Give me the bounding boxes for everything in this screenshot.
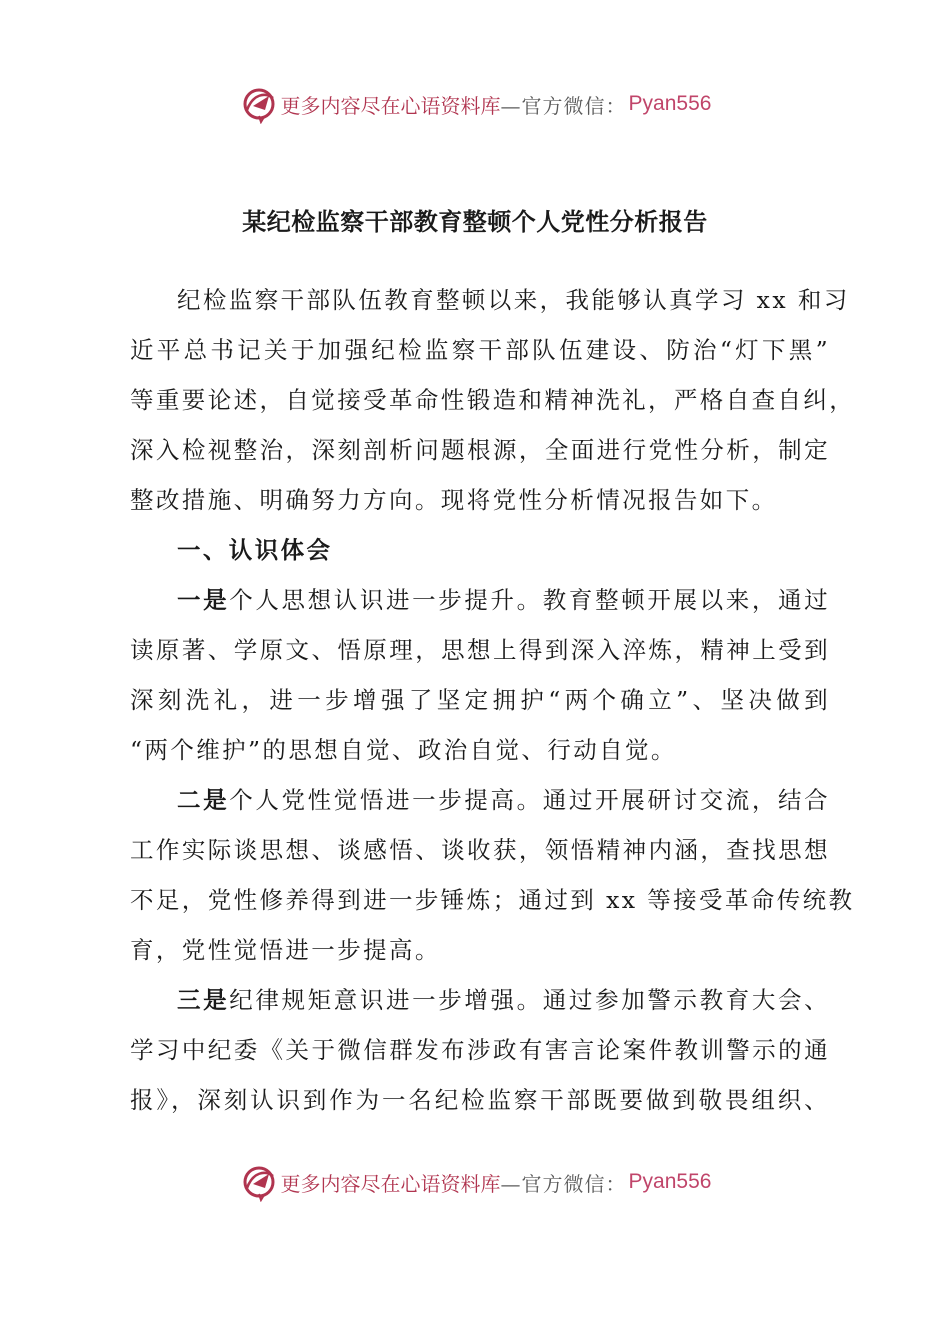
paragraph-line: 工作实际谈思想、谈感悟、谈收获，领悟精神内涵，查找思想 [130, 836, 830, 864]
item-text: 纪律规矩意识进一步增强。通过参加警示教育大会、 [229, 986, 830, 1014]
paragraph-line: 学习中纪委《关于微信群发布涉政有害言论案件教训警示的通 [130, 1036, 830, 1064]
paragraph-line [130, 575, 830, 625]
watermark-wechat-id: Pyan556 [628, 92, 712, 115]
document-title: 某纪检监察干部教育整顿个人党性分析报告 [242, 207, 708, 236]
paragraph-line [130, 975, 830, 1025]
watermark-main-text: 更多内容尽在心语资料库 [280, 93, 501, 118]
paragraph-line: 深刻洗礼，进一步增强了坚定拥护“两个确立”、坚决做到 [130, 686, 830, 714]
item-lead: 一是 [177, 586, 230, 614]
intro-line: 纪检监察干部队伍教育整顿以来，我能够认真学习 xx 和习 [177, 286, 850, 314]
watermark-main-text: 更多内容尽在心语资料库 [280, 1171, 501, 1196]
paragraph-line: 报》，深刻认识到作为一名纪检监察干部既要做到敬畏组织、 [130, 1086, 830, 1114]
paragraph-line: 育，党性觉悟进一步提高。 [130, 936, 441, 964]
logo-icon [239, 1162, 279, 1202]
intro-line: 等重要论述，自觉接受革命性锻造和精神洗礼，严格自查自纠， [130, 386, 856, 414]
watermark-header [0, 82, 950, 126]
intro-line: 深入检视整治，深刻剖析问题根源，全面进行党性分析，制定 [130, 436, 830, 464]
paragraph-line: 不足，党性修养得到进一步锤炼；通过到 xx 等接受革命传统教 [130, 886, 855, 914]
item-lead: 三是 [177, 986, 230, 1014]
section-heading: 一、认识体会 [177, 536, 333, 564]
document-body [130, 275, 856, 1125]
intro-line: 整改措施、明确努力方向。现将党性分析情况报告如下。 [130, 486, 778, 514]
item-text: 个人思想认识进一步提升。教育整顿开展以来，通过 [229, 586, 830, 614]
item-lead: 二是 [177, 786, 230, 814]
intro-line: 近平总书记关于加强纪检监察干部队伍建设、防治“灯下黑” [130, 336, 830, 364]
watermark-sub-text: —官方微信： [500, 93, 627, 118]
paragraph-line [130, 775, 830, 825]
logo-icon [239, 84, 279, 124]
paragraph-line: “两个维护”的思想自觉、政治自觉、行动自觉。 [130, 736, 677, 764]
watermark-wechat-id: Pyan556 [628, 1170, 712, 1193]
watermark-sub-text: —官方微信： [500, 1171, 627, 1196]
item-text: 个人党性觉悟进一步提高。通过开展研讨交流，结合 [229, 786, 830, 814]
paragraph-line: 读原著、学原文、悟原理，思想上得到深入淬炼，精神上受到 [130, 636, 830, 664]
watermark-footer [0, 1160, 950, 1204]
